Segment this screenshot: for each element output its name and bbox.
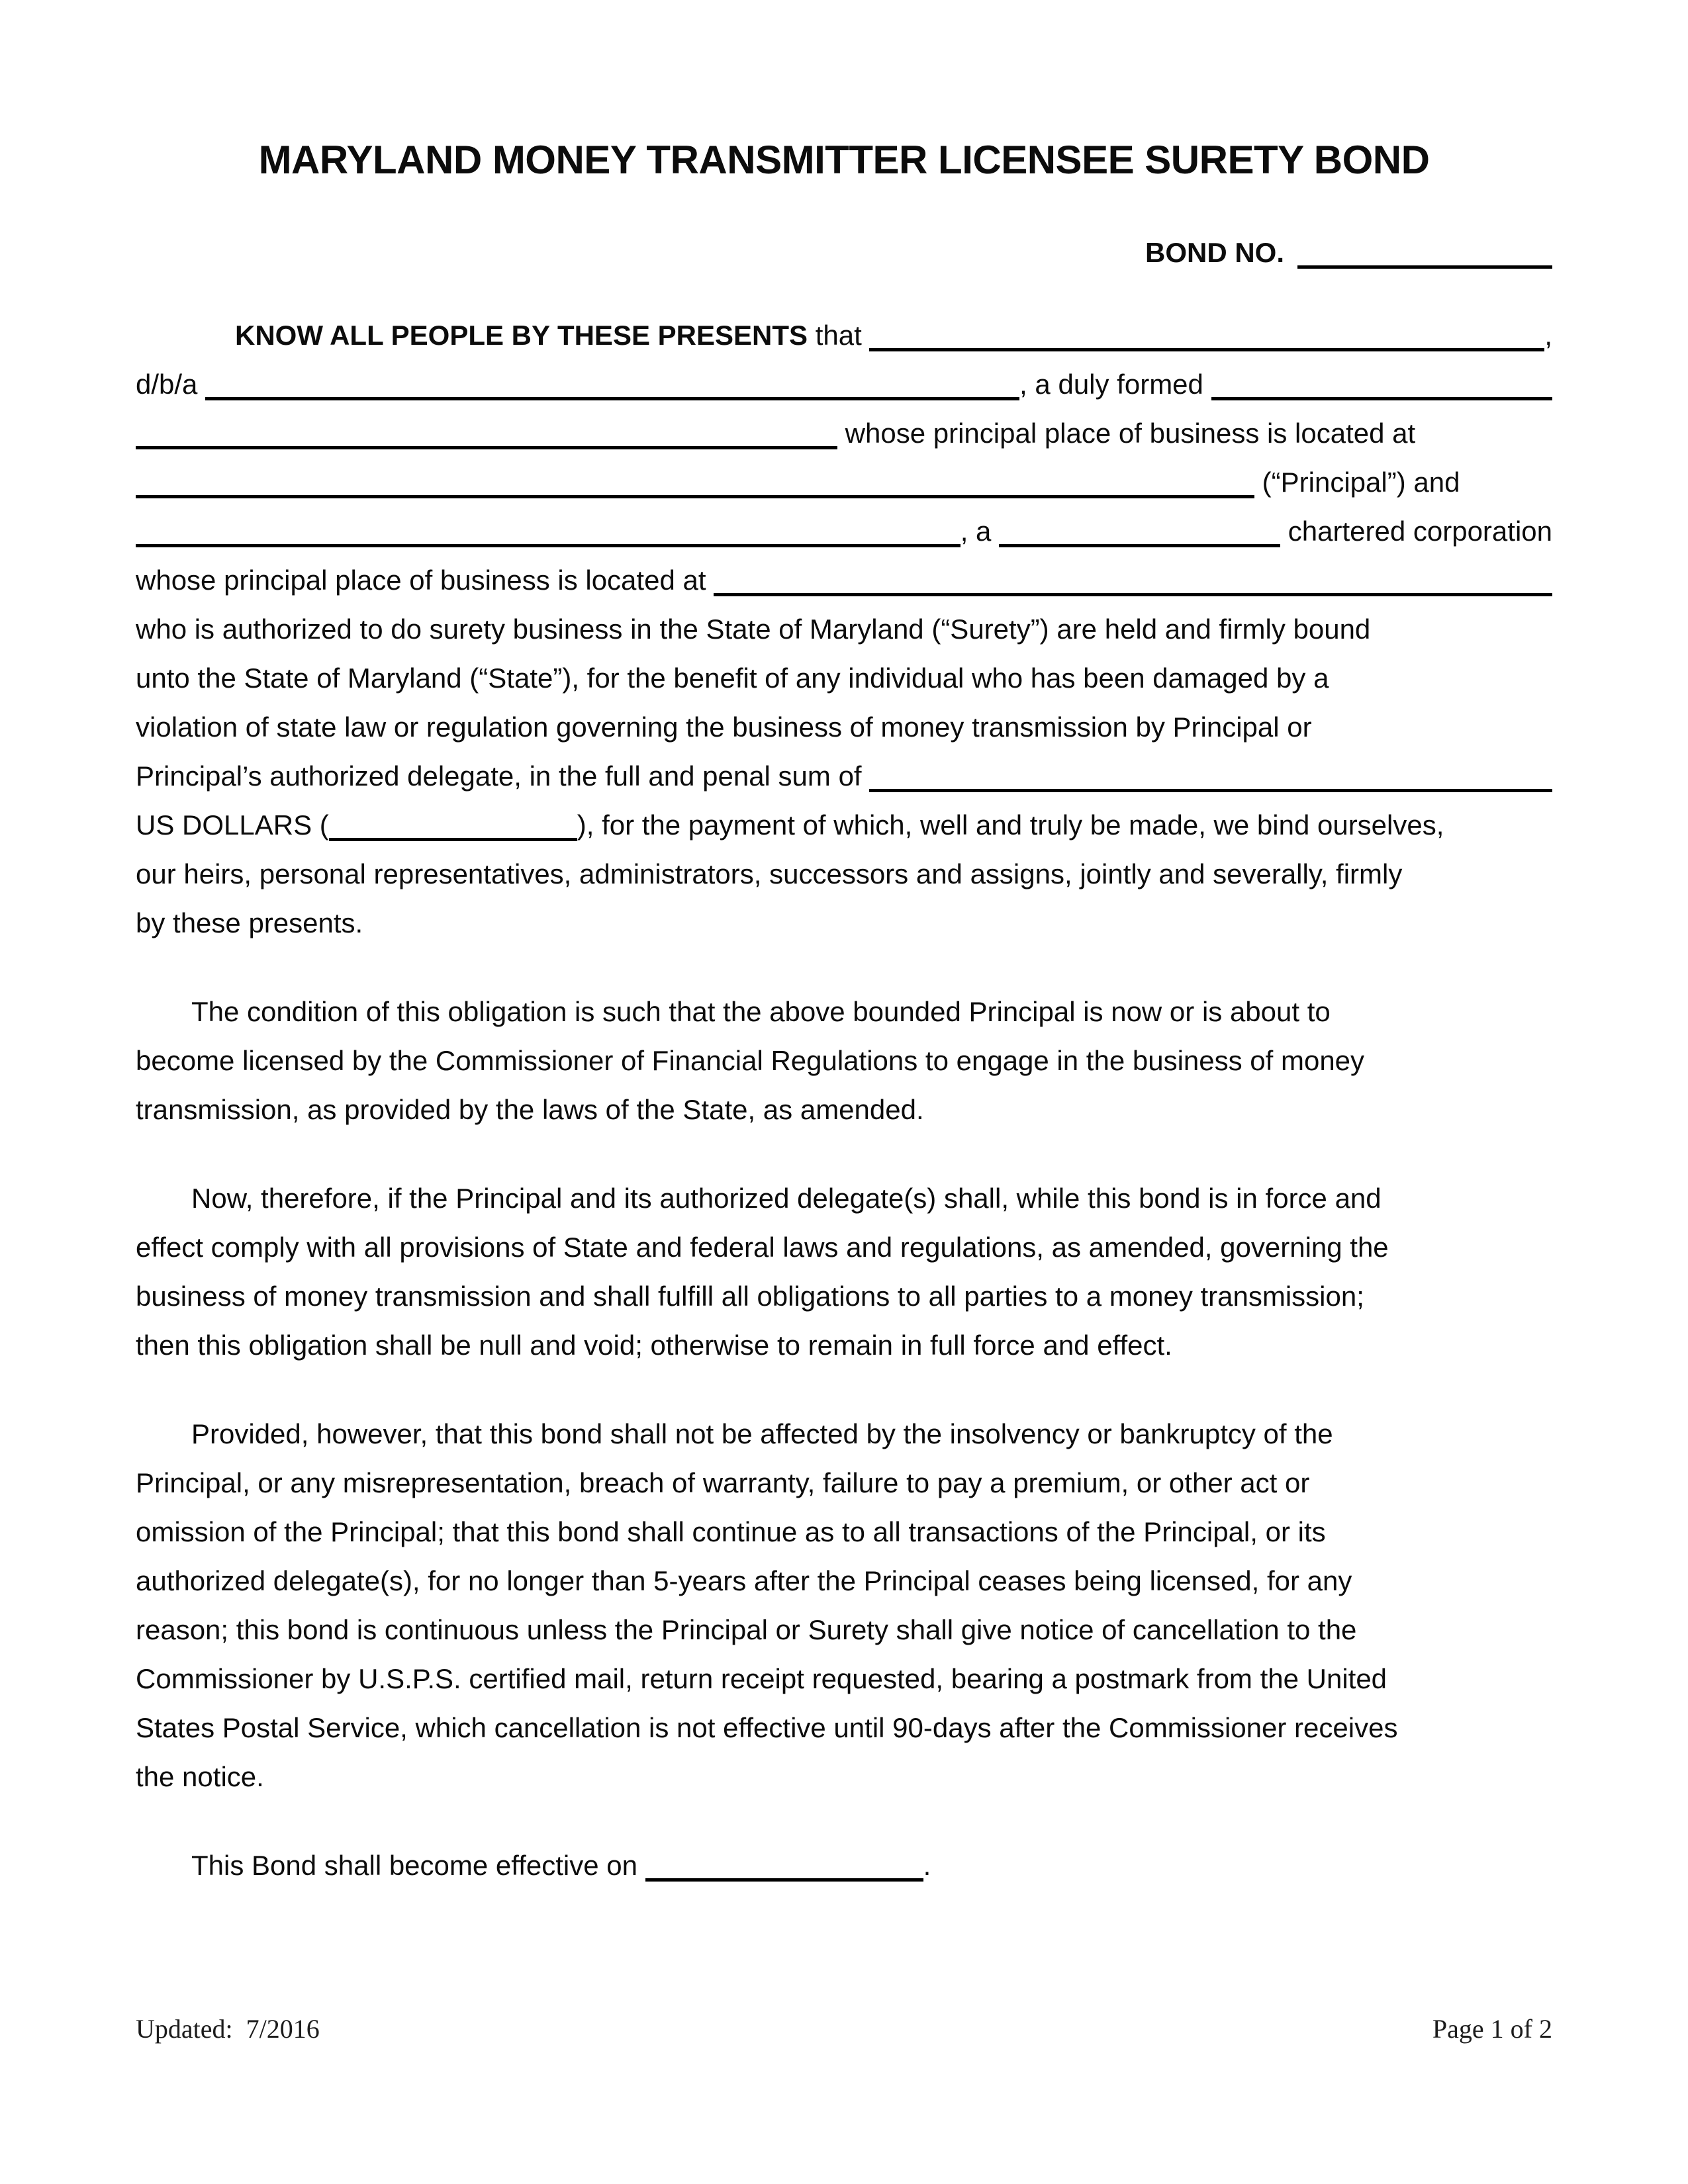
text-run: the notice. [136,1761,264,1792]
text-run: , [1544,320,1552,351]
text-run: by these presents. [136,907,363,938]
blank-field [869,781,1552,792]
form-line [136,899,1552,948]
form-line [136,1557,1552,1606]
text-run: transmission, as provided by the laws of the State, as amended. [136,1094,924,1125]
form-line [136,801,1552,850]
paragraph [136,1841,1552,1890]
text-run: business of money transmission and shall fulfill all obligations to all parties to a money transmission; [136,1281,1364,1312]
text-run: States Postal Service, which cancellation is not effective until 90-days after the Commissioner receives [136,1712,1398,1743]
text-run: whose principal place of business is located at [837,418,1416,449]
text-run: reason; this bond is continuous unless the Principal or Surety shall give notice of cancellation to the [136,1614,1357,1645]
paragraph [136,1174,1552,1370]
bond-number-row [136,228,1552,277]
text-run: US DOLLARS ( [136,809,329,841]
form-line [136,360,1552,409]
text-run: Principal, or any misrepresentation, breach of warranty, failure to pay a premium, or other act or [136,1467,1310,1498]
text-run: Principal’s authorized delegate, in the full and penal sum of [136,760,870,792]
form-line [136,703,1552,752]
text-run: Commissioner by U.S.P.S. certified mail, return receipt requested, bearing a postmark from the United [136,1663,1387,1694]
form-line [136,1223,1552,1272]
blank-field [1211,389,1552,400]
form-line [136,850,1552,899]
text-run: Provided, however, that this bond shall not be affected by the insolvency or bankruptcy of the [191,1418,1333,1449]
text-run: whose principal place of business is located at [136,565,714,596]
text-run: ), for the payment of which, well and truly be made, we bind ourselves, [577,809,1444,841]
text-run: The condition of this obligation is such that the above bounded Principal is now or is about to [191,996,1331,1027]
form-line [136,1704,1552,1752]
text-run: . [923,1850,931,1881]
paragraph [136,987,1552,1134]
text-run: authorized delegate(s), for no longer than 5-years after the Principal ceases being licensed, for any [136,1565,1352,1596]
blank-field [869,340,1544,351]
blank-field [329,830,577,841]
text-run: , a [960,516,1000,547]
text-run: , a duly formed [1019,369,1211,400]
form-line [136,1508,1552,1557]
text-run: then this obligation shall be null and void; otherwise to remain in full force and effect. [136,1330,1172,1361]
paragraph [136,1410,1552,1801]
text-run: Now, therefore, if the Principal and its authorized delegate(s) shall, while this bond is in force and [191,1183,1382,1214]
form-line [136,605,1552,654]
form-line [136,1174,1552,1223]
document-body [136,311,1552,1890]
text-run: omission of the Principal; that this bond shall continue as to all transactions of the Principal, or its [136,1516,1326,1547]
text-run: that [808,320,870,351]
form-line [136,1459,1552,1508]
blank-field [999,536,1280,547]
form-line [136,311,1552,360]
bold-text-run: KNOW ALL PEOPLE BY THESE PRESENTS [235,320,808,351]
text-run: become licensed by the Commissioner of Financial Regulations to engage in the business of money [136,1045,1365,1076]
paragraph [136,311,1552,948]
blank-field [714,585,1552,596]
text-run: chartered corporation [1280,516,1552,547]
text-run: unto the State of Maryland (“State”), for the benefit of any individual who has been damaged by a [136,662,1329,694]
text-run: effect comply with all provisions of State and federal laws and regulations, as amended, governing the [136,1232,1389,1263]
form-line [136,1085,1552,1134]
text-run: our heirs, personal representatives, administrators, successors and assigns, jointly and severally, firmly [136,858,1403,889]
text-run: This Bond shall become effective on [191,1850,645,1881]
form-line [136,1841,1552,1890]
form-line [136,752,1552,801]
document-content [136,0,1552,1890]
blank-field [645,1870,923,1882]
form-line [136,556,1552,605]
footer-page-number: Page 1 of 2 [1432,2014,1552,2044]
blank-field [136,487,1254,498]
page-footer [136,2013,1552,2044]
form-line [136,1655,1552,1704]
text-run: d/b/a [136,369,206,400]
form-line [136,409,1552,458]
form-line [136,1752,1552,1801]
text-run: who is authorized to do surety business in the State of Maryland (“Surety”) are held and firmly bound [136,614,1371,645]
form-line [136,654,1552,703]
form-line [136,1321,1552,1370]
form-line [136,1036,1552,1085]
bond-number-label: BOND NO. [1145,237,1284,268]
blank-field [205,389,1019,400]
blank-field [136,536,961,547]
blank-field [136,438,837,449]
text-run: (“Principal”) and [1254,467,1460,498]
form-line [136,507,1552,556]
bond-number-blank-field [1297,257,1552,269]
text-run: violation of state law or regulation governing the business of money transmission by Principal or [136,711,1312,743]
form-line [136,987,1552,1036]
footer-updated-date: Updated: 7/2016 [136,2014,320,2044]
form-line [136,1272,1552,1321]
document-title: MARYLAND MONEY TRANSMITTER LICENSEE SURETY BOND [258,138,1430,182]
form-line [136,1410,1552,1459]
form-line [136,458,1552,507]
form-line [136,1606,1552,1655]
